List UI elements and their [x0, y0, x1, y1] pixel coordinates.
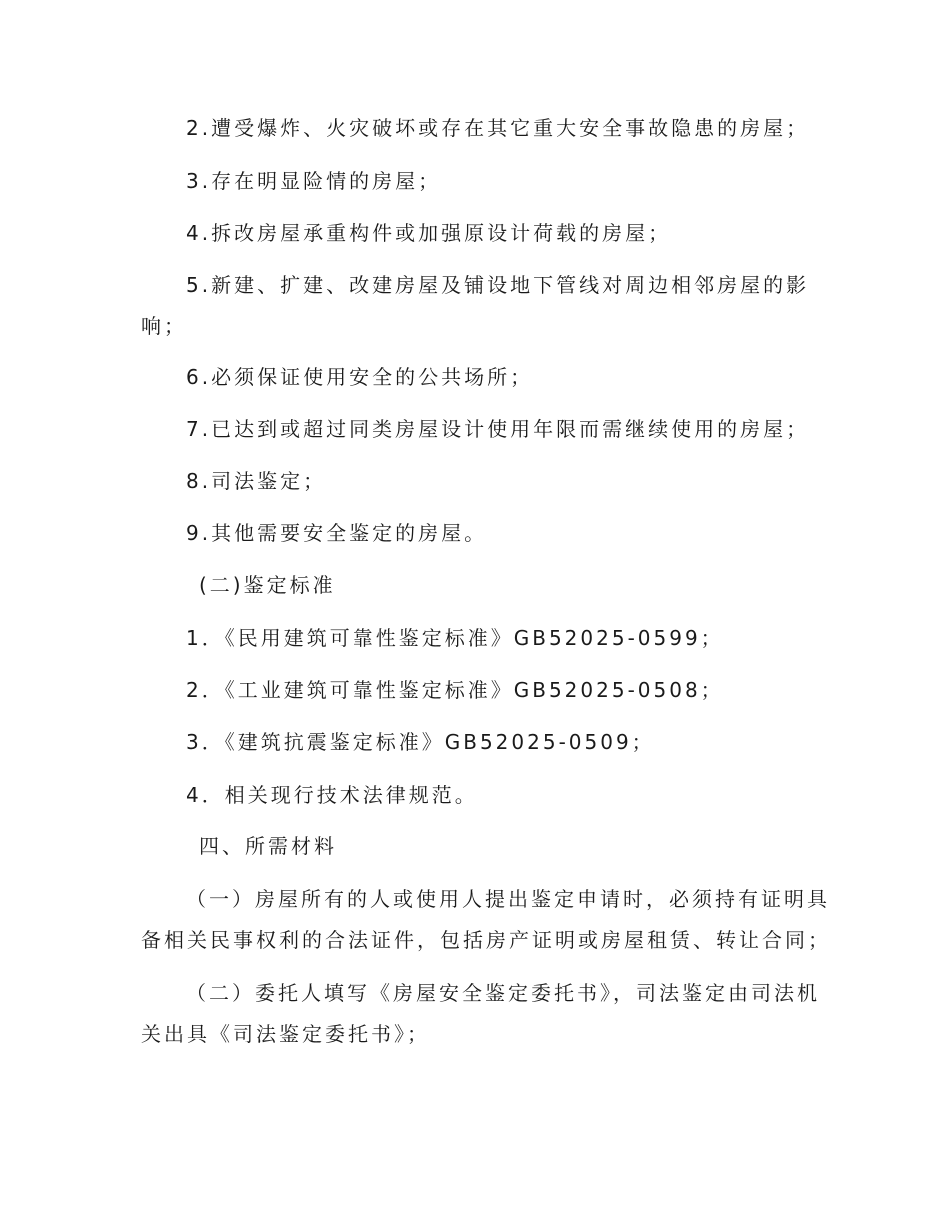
- standard-item-4: 4．相关现行技术法律规范。: [186, 783, 478, 807]
- material-item-1-continuation: 备相关民事权利的合法证件，包括房产证明或房屋租赁、转让合同；: [141, 928, 831, 952]
- material-item-2-continuation: 关出具《司法鉴定委托书》；: [141, 1022, 430, 1046]
- list-item-2: 2.遭受爆炸、火灾破坏或存在其它重大安全事故隐患的房屋；: [186, 116, 810, 140]
- list-item-4: 4.拆改房屋承重构件或加强原设计荷载的房屋；: [186, 221, 672, 245]
- list-item-5: 5.新建、扩建、改建房屋及铺设地下管线对周边相邻房屋的影: [186, 273, 810, 297]
- list-item-9: 9.其他需要安全鉴定的房屋。: [186, 521, 488, 545]
- list-item-6: 6.必须保证使用安全的公共场所；: [186, 365, 534, 389]
- section-heading-materials: 四、所需材料: [199, 834, 337, 858]
- standard-item-2: 2．《工业建筑可靠性鉴定标准》GB52025-0508；: [186, 678, 724, 702]
- section-heading-standards: (二)鉴定标准: [199, 573, 336, 597]
- standard-item-1: 1．《民用建筑可靠性鉴定标准》GB52025-0599；: [186, 626, 724, 650]
- list-item-3: 3.存在明显险情的房屋；: [186, 169, 442, 193]
- list-item-8: 8.司法鉴定；: [186, 469, 327, 493]
- material-item-1: （一）房屋所有的人或使用人提出鉴定申请时，必须持有证明具: [186, 887, 830, 911]
- material-item-2: （二）委托人填写《房屋安全鉴定委托书》，司法鉴定由司法机: [186, 981, 820, 1005]
- list-item-5-continuation: 响；: [141, 314, 187, 338]
- standard-item-3: 3．《建筑抗震鉴定标准》GB52025-0509；: [186, 730, 655, 754]
- list-item-7: 7.已达到或超过同类房屋设计使用年限而需继续使用的房屋；: [186, 417, 810, 441]
